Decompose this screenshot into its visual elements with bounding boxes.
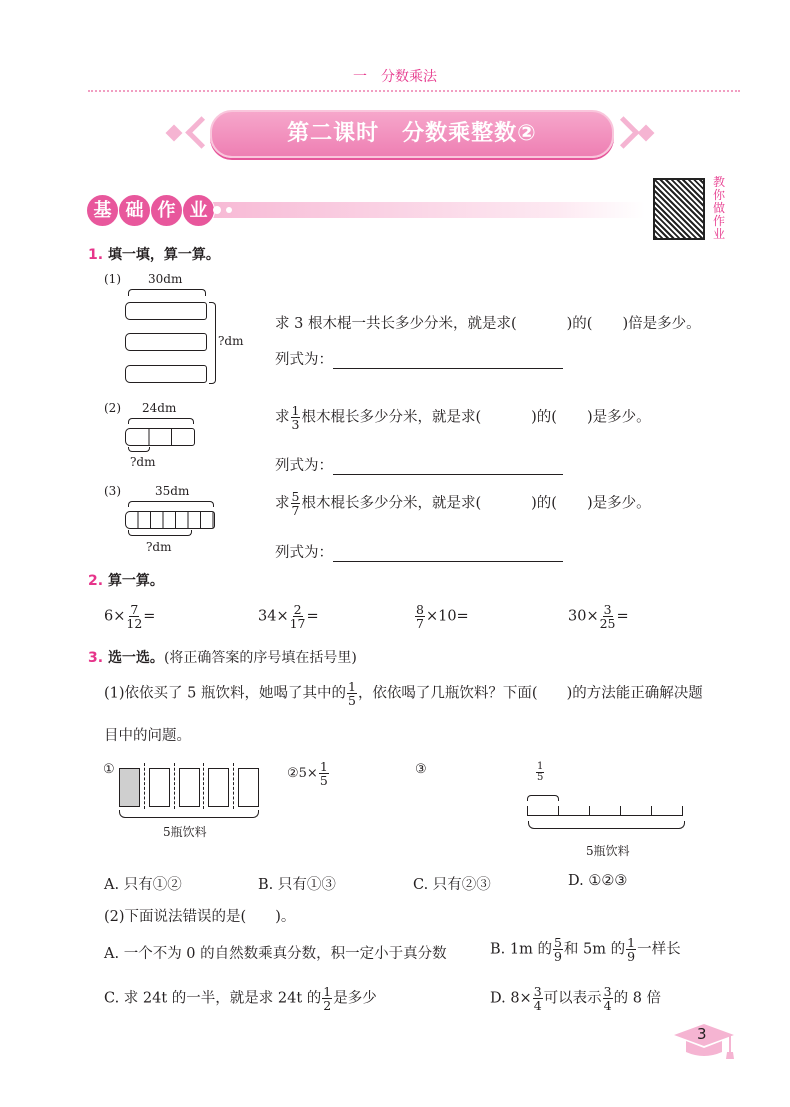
brace xyxy=(128,418,194,424)
option-c[interactable]: C. 只有②③ xyxy=(413,877,491,893)
method-marker: ③ xyxy=(415,762,427,777)
length-label: ?dm xyxy=(130,455,156,469)
tick xyxy=(682,806,683,816)
divider xyxy=(144,763,145,809)
badge-char: 作 xyxy=(150,194,183,227)
length-label: 24dm xyxy=(142,401,177,415)
dot-icon xyxy=(213,206,221,214)
divider xyxy=(203,763,204,809)
formula-line[interactable]: 列式为： xyxy=(275,541,563,562)
sub-label: (2) xyxy=(104,401,121,415)
option-d[interactable]: D. 8× $\frac{3}{4}$ 可以表示 $\frac{3}{4}$ 的 8 倍 xyxy=(490,984,662,1013)
option-b[interactable]: B. 1m 的 $\frac{5}{9}$ 和 5m 的 $\frac{1}{9}$ 一样长 xyxy=(490,935,681,964)
chapter-header: 一 分数乘法 xyxy=(353,69,437,85)
calc-expression: 30× $\frac{3}{25}$ = xyxy=(568,602,629,631)
brace xyxy=(128,530,192,536)
problem-text: 目中的问题。 xyxy=(104,728,191,744)
question-1-heading xyxy=(88,244,220,264)
divider xyxy=(174,763,175,809)
page-number-badge xyxy=(672,1022,736,1058)
brace xyxy=(527,795,559,801)
bottle xyxy=(149,768,170,807)
problem-text: (2)下面说法错误的是( )。 xyxy=(104,909,296,925)
header-divider xyxy=(88,90,740,92)
formula-line[interactable]: 列式为： xyxy=(275,454,563,475)
formula-line[interactable]: 列式为： xyxy=(275,348,563,369)
badge-char: 基 xyxy=(86,194,119,227)
option-a[interactable]: A. 只有①② xyxy=(104,877,182,893)
fill-sentence: 求 3 根木棍一共长多少分米，就是求( )的( )倍是多少。 xyxy=(275,316,701,332)
qr-code[interactable] xyxy=(653,178,705,240)
stick xyxy=(125,302,207,320)
stick xyxy=(125,333,207,351)
calc-expression: 34× $\frac{2}{17}$ = xyxy=(258,602,319,631)
fill-sentence: 求 $\frac{1}{3}$ 根木棍长多少分米，就是求( )的( )是多少。 xyxy=(275,403,651,432)
bottles-label: 5瓶饮料 xyxy=(163,825,207,839)
question-title: 填一填，算一算。 xyxy=(107,247,220,263)
diamond-icon xyxy=(166,125,183,142)
fraction-label: $\frac{1}{5}$ xyxy=(537,761,544,783)
calc-expression: $\frac{8}{7}$ ×10= xyxy=(416,602,469,631)
divider xyxy=(233,763,234,809)
option-b[interactable]: B. 只有①③ xyxy=(258,877,336,893)
problem-text: (1)依依买了 5 瓶饮料，她喝了其中的 $\frac{1}{5}$ ，依依喝了几瓶饮料？下面( )的方法能正确解决题 xyxy=(104,679,703,708)
stick xyxy=(125,511,215,529)
number-line xyxy=(527,806,683,816)
page-number: 3 xyxy=(697,1025,707,1043)
sub-label: (1) xyxy=(104,272,121,286)
brace xyxy=(119,810,259,818)
stick xyxy=(125,365,207,383)
bottle xyxy=(179,768,200,807)
brace xyxy=(128,447,150,452)
brace xyxy=(128,289,206,296)
sub-label: (3) xyxy=(104,484,121,498)
length-label: 30dm xyxy=(148,272,183,286)
bottle xyxy=(238,768,259,807)
question-number: 1. xyxy=(88,247,104,263)
length-label: 35dm xyxy=(155,484,190,498)
length-label: ?dm xyxy=(146,540,172,554)
length-label: ?dm xyxy=(218,334,244,348)
question-3-heading: 3. 选一选。(将正确答案的序号填在括号里) xyxy=(88,650,357,666)
bottle-drunk xyxy=(119,768,140,807)
fill-sentence: 求 $\frac{5}{7}$ 根木棍长多少分米，就是求( )的( )是多少。 xyxy=(275,489,651,518)
option-c[interactable]: C. 求 24t 的一半，就是求 24t 的 $\frac{1}{2}$ 是多少 xyxy=(104,984,377,1013)
brace xyxy=(128,501,214,507)
section-badge xyxy=(86,194,214,228)
dot-icon xyxy=(226,207,232,213)
bottle xyxy=(208,768,229,807)
option-a[interactable]: A. 一个不为 0 的自然数乘真分数，积一定小于真分数 xyxy=(104,946,447,962)
method-marker: ① xyxy=(103,762,115,777)
lesson-title: 第二课时 分数乘整数② xyxy=(210,110,614,158)
badge-char: 业 xyxy=(182,194,215,227)
stick xyxy=(125,428,195,446)
option-d[interactable]: D. ①②③ xyxy=(568,873,628,889)
calc-expression: 6× $\frac{7}{12}$ = xyxy=(104,602,156,631)
method-2: ②5× $\frac{1}{5}$ xyxy=(287,759,328,788)
brace xyxy=(209,302,216,384)
badge-char: 础 xyxy=(118,194,151,227)
diamond-icon xyxy=(638,125,655,142)
brace xyxy=(528,821,685,829)
qr-label: 教你做作业 xyxy=(713,175,726,241)
question-2-heading: 2. 算一算。 xyxy=(88,573,164,589)
bottles-label: 5瓶饮料 xyxy=(586,844,630,858)
section-band xyxy=(205,202,645,218)
